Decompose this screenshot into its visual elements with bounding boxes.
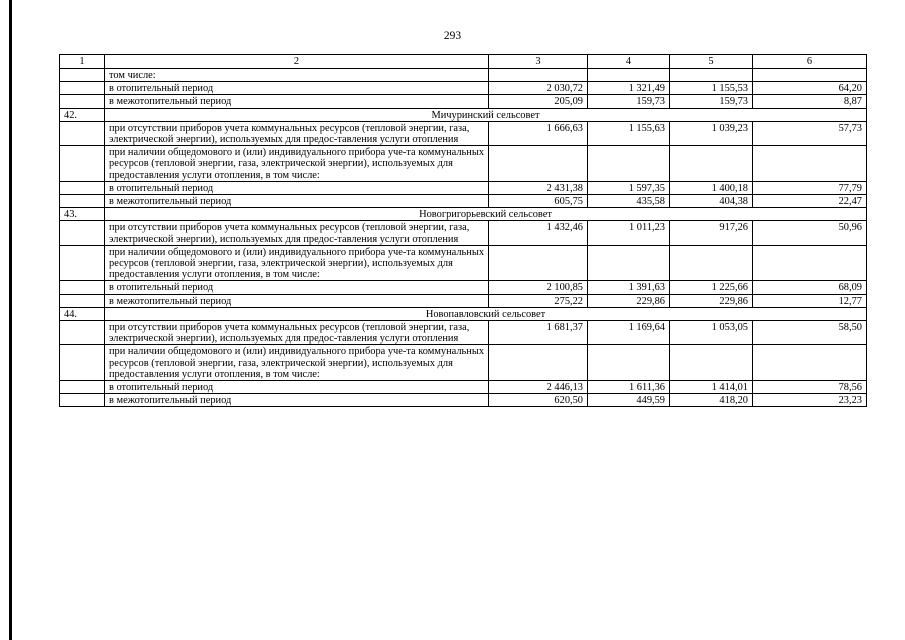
value-cell: 229,86 xyxy=(588,294,670,307)
value-cell xyxy=(670,345,753,381)
table-row xyxy=(60,245,867,281)
value-cell xyxy=(753,245,867,281)
table-row xyxy=(60,394,867,407)
section-row xyxy=(60,208,867,221)
row-description: в отопительный период xyxy=(105,281,489,294)
row-description: при отсутствии приборов учета коммунальных ресурсов (тепловой энергии, газа, электрической энергии), используемых для предос-тавления услуги отопления xyxy=(105,321,489,345)
value-cell: 1 321,49 xyxy=(588,82,670,95)
value-cell xyxy=(588,245,670,281)
tariff-table xyxy=(59,54,867,407)
table-row xyxy=(60,321,867,345)
value-cell: 1 225,66 xyxy=(670,281,753,294)
column-header: 1 xyxy=(60,55,105,69)
value-cell xyxy=(670,146,753,182)
column-number-row xyxy=(60,55,867,69)
row-description: при наличии общедомового и (или) индивидуального прибора уче-та коммунальных ресурсов (тепловой энергии, газа, электрической энергии), используемых для предоставления услуги отопления, в том числе: xyxy=(105,345,489,381)
row-description: при наличии общедомового и (или) индивидуального прибора уче-та коммунальных ресурсов (тепловой энергии, газа, электрической энергии), используемых для предоставления услуги отопления, в том числе: xyxy=(105,146,489,182)
left-margin-rule xyxy=(9,0,12,640)
row-index-cell xyxy=(60,195,105,208)
row-index-cell xyxy=(60,294,105,307)
value-cell xyxy=(670,69,753,82)
row-index-cell xyxy=(60,95,105,108)
row-index-cell xyxy=(60,82,105,95)
table-row xyxy=(60,381,867,394)
value-cell: 1 611,36 xyxy=(588,381,670,394)
row-description: при отсутствии приборов учета коммунальных ресурсов (тепловой энергии, газа, электрической энергии), используемых для предос-тавления услуги отопления xyxy=(105,221,489,245)
value-cell: 1 681,37 xyxy=(489,321,588,345)
value-cell: 275,22 xyxy=(489,294,588,307)
row-index-cell xyxy=(60,245,105,281)
row-description: при отсутствии приборов учета коммунальных ресурсов (тепловой энергии, газа, электрической энергии), используемых для предос-тавления услуги отопления xyxy=(105,121,489,145)
row-description: в межотопительный период xyxy=(105,394,489,407)
value-cell: 1 597,35 xyxy=(588,181,670,194)
column-header: 2 xyxy=(105,55,489,69)
value-cell: 2 431,38 xyxy=(489,181,588,194)
value-cell: 1 391,63 xyxy=(588,281,670,294)
table-row xyxy=(60,95,867,108)
value-cell xyxy=(489,69,588,82)
value-cell: 58,50 xyxy=(753,321,867,345)
value-cell xyxy=(753,69,867,82)
section-number: 43. xyxy=(60,208,105,221)
value-cell: 1 414,01 xyxy=(670,381,753,394)
section-title: Мичуринский сельсовет xyxy=(105,108,867,121)
row-index-cell xyxy=(60,146,105,182)
value-cell: 2 446,13 xyxy=(489,381,588,394)
value-cell: 1 053,05 xyxy=(670,321,753,345)
row-index-cell xyxy=(60,345,105,381)
value-cell: 1 169,64 xyxy=(588,321,670,345)
value-cell: 64,20 xyxy=(753,82,867,95)
table-row xyxy=(60,221,867,245)
section-title: Новогригорьевский сельсовет xyxy=(105,208,867,221)
value-cell: 12,77 xyxy=(753,294,867,307)
value-cell: 917,26 xyxy=(670,221,753,245)
value-cell: 22,47 xyxy=(753,195,867,208)
page-number: 293 xyxy=(443,30,462,42)
value-cell xyxy=(753,345,867,381)
value-cell: 159,73 xyxy=(588,95,670,108)
value-cell: 77,79 xyxy=(753,181,867,194)
table-row xyxy=(60,195,867,208)
section-row xyxy=(60,108,867,121)
row-index-cell xyxy=(60,181,105,194)
row-description: в отопительный период xyxy=(105,82,489,95)
value-cell: 8,87 xyxy=(753,95,867,108)
table-row xyxy=(60,281,867,294)
table-row xyxy=(60,294,867,307)
row-index-cell xyxy=(60,281,105,294)
value-cell xyxy=(588,69,670,82)
value-cell: 23,23 xyxy=(753,394,867,407)
table-row xyxy=(60,69,867,82)
value-cell: 449,59 xyxy=(588,394,670,407)
value-cell xyxy=(670,245,753,281)
value-cell: 205,09 xyxy=(489,95,588,108)
table-row xyxy=(60,146,867,182)
section-title: Новопавловский сельсовет xyxy=(105,307,867,320)
value-cell: 1 039,23 xyxy=(670,121,753,145)
value-cell: 2 030,72 xyxy=(489,82,588,95)
table-row xyxy=(60,345,867,381)
table-row xyxy=(60,181,867,194)
row-index-cell xyxy=(60,321,105,345)
column-header: 6 xyxy=(753,55,867,69)
row-index-cell xyxy=(60,121,105,145)
value-cell: 1 666,63 xyxy=(489,121,588,145)
value-cell: 1 155,53 xyxy=(670,82,753,95)
value-cell: 68,09 xyxy=(753,281,867,294)
value-cell: 57,73 xyxy=(753,121,867,145)
row-index-cell xyxy=(60,221,105,245)
value-cell: 50,96 xyxy=(753,221,867,245)
value-cell: 229,86 xyxy=(670,294,753,307)
value-cell: 605,75 xyxy=(489,195,588,208)
value-cell xyxy=(489,245,588,281)
value-cell xyxy=(489,146,588,182)
row-description: в межотопительный период xyxy=(105,294,489,307)
value-cell: 159,73 xyxy=(670,95,753,108)
value-cell: 418,20 xyxy=(670,394,753,407)
value-cell: 1 400,18 xyxy=(670,181,753,194)
value-cell xyxy=(588,345,670,381)
value-cell: 78,56 xyxy=(753,381,867,394)
row-index-cell xyxy=(60,69,105,82)
row-description: в отопительный период xyxy=(105,381,489,394)
row-description: в межотопительный период xyxy=(105,195,489,208)
value-cell: 404,38 xyxy=(670,195,753,208)
row-index-cell xyxy=(60,381,105,394)
row-index-cell xyxy=(60,394,105,407)
column-header: 4 xyxy=(588,55,670,69)
column-header: 5 xyxy=(670,55,753,69)
value-cell xyxy=(489,345,588,381)
section-number: 42. xyxy=(60,108,105,121)
value-cell: 2 100,85 xyxy=(489,281,588,294)
value-cell: 435,58 xyxy=(588,195,670,208)
row-description: при наличии общедомового и (или) индивидуального прибора уче-та коммунальных ресурсов (тепловой энергии, газа, электрической энергии), используемых для предоставления услуги отопления, в том числе: xyxy=(105,245,489,281)
value-cell xyxy=(753,146,867,182)
row-description: в отопительный период xyxy=(105,181,489,194)
value-cell: 620,50 xyxy=(489,394,588,407)
column-header: 3 xyxy=(489,55,588,69)
section-number: 44. xyxy=(60,307,105,320)
value-cell: 1 155,63 xyxy=(588,121,670,145)
value-cell: 1 011,23 xyxy=(588,221,670,245)
value-cell xyxy=(588,146,670,182)
table-row xyxy=(60,121,867,145)
value-cell: 1 432,46 xyxy=(489,221,588,245)
section-row xyxy=(60,307,867,320)
row-description: том числе: xyxy=(105,69,489,82)
row-description: в межотопительный период xyxy=(105,95,489,108)
table-row xyxy=(60,82,867,95)
